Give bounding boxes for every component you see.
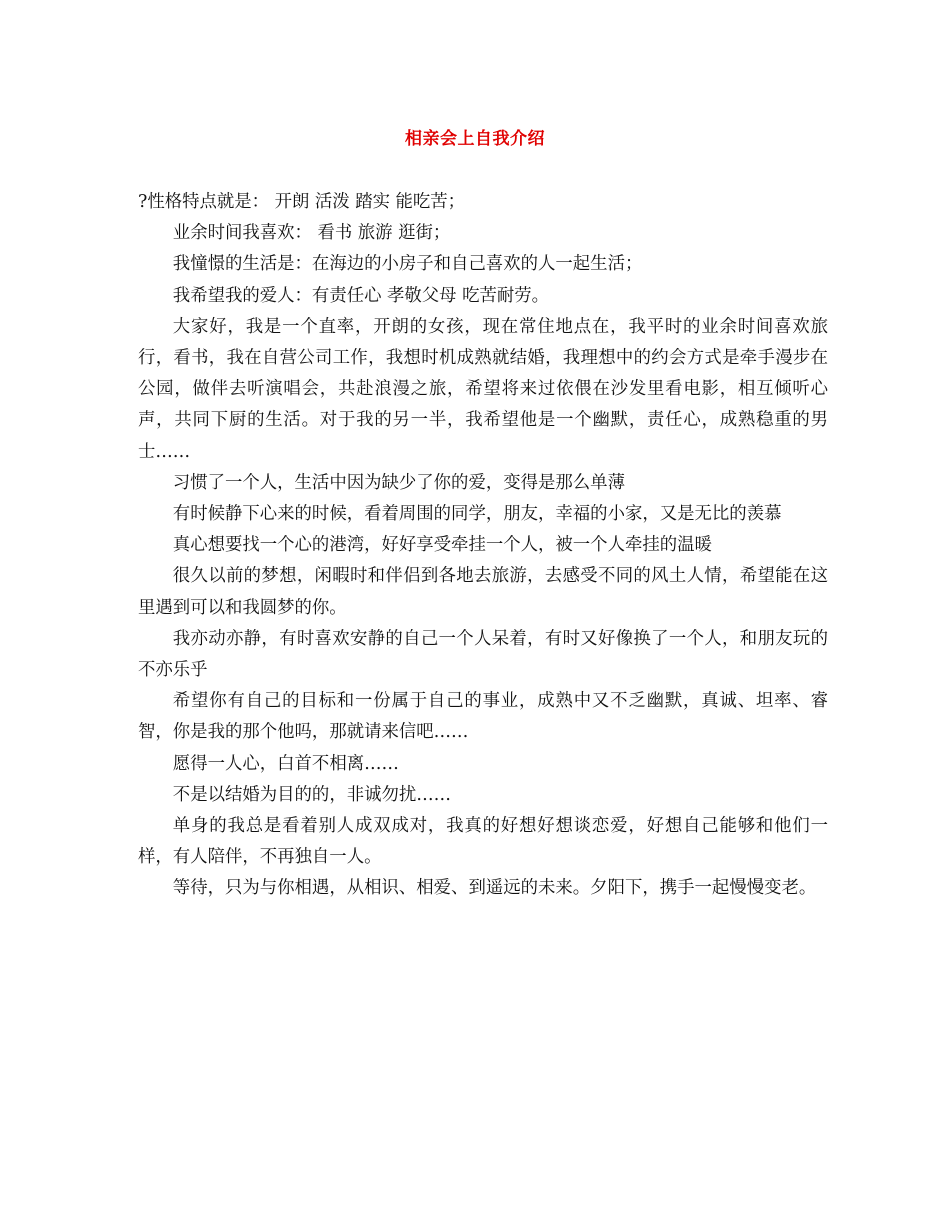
paragraph-ideal-life: 我憧憬的生活是：在海边的小房子和自己喜欢的人一起生活；	[172, 254, 643, 275]
paragraph-introduction: 大家好，我是一个直率，开朗的女孩，现在常住地点在，我平时的业余时间喜欢旅行，看书，我在自营公司工作，我想时机成熟就结婚，我理想中的约会方式是牵手漫步在公园，做伴去听演唱会，共赴浪漫之旅，希望将来过依偎在沙发里看电影，相互倾听心声，共同下厨的生活。对于我的另一半，我希望他是一个幽默，责任心，成熟稳重的男士……	[138, 316, 828, 462]
paragraph-ideal-partner: 我希望我的爱人：有责任心 孝敬父母 吃苦耐劳。	[172, 285, 550, 306]
paragraph-dream: 很久以前的梦想，闲暇时和伴侣到各地去旅游，去感受不同的风土人情，希望能在这里遇到可以和我圆梦的你。	[138, 566, 828, 618]
paragraph-hobbies: 业余时间我喜欢： 看书 旅游 逛街；	[172, 223, 451, 244]
paragraph-envy: 有时候静下心来的时候，看着周围的同学，朋友，幸福的小家，又是无比的羡慕	[172, 504, 782, 525]
document-body	[138, 187, 828, 905]
paragraph-harbor: 真心想要找一个心的港湾，好好享受牵挂一个人，被一个人牵挂的温暖	[172, 535, 712, 556]
paragraph-personality: ?性格特点就是： 开朗 活泼 踏实 能吃苦；	[138, 192, 466, 212]
document-title: 相亲会上自我介绍	[405, 129, 545, 149]
paragraph-personality-detail: 我亦动亦静，有时喜欢安静的自己一个人呆着，有时又好像换了一个人，和朋友玩的不亦乐乎	[138, 628, 828, 681]
paragraph-single: 单身的我总是看着别人成双成对，我真的好想好想谈恋爱，好想自己能够和他们一样，有人陪伴，不再独自一人。	[138, 816, 828, 868]
paragraph-one-heart: 愿得一人心，白首不相离……	[172, 753, 399, 774]
paragraph-used-to-alone: 习惯了一个人，生活中因为缺少了你的爱，变得是那么单薄	[172, 472, 625, 493]
paragraph-waiting: 等待，只为与你相遇，从相识、相爱、到遥远的未来。夕阳下，携手一起慢慢变老。	[172, 878, 817, 899]
paragraph-hope: 希望你有自己的目标和一份属于自己的事业，成熟中又不乏幽默，真诚、坦率、睿智，你是我的那个他吗，那就请来信吧……	[138, 691, 828, 743]
paragraph-marriage-purpose: 不是以结婚为目的的，非诚勿扰……	[172, 784, 452, 805]
